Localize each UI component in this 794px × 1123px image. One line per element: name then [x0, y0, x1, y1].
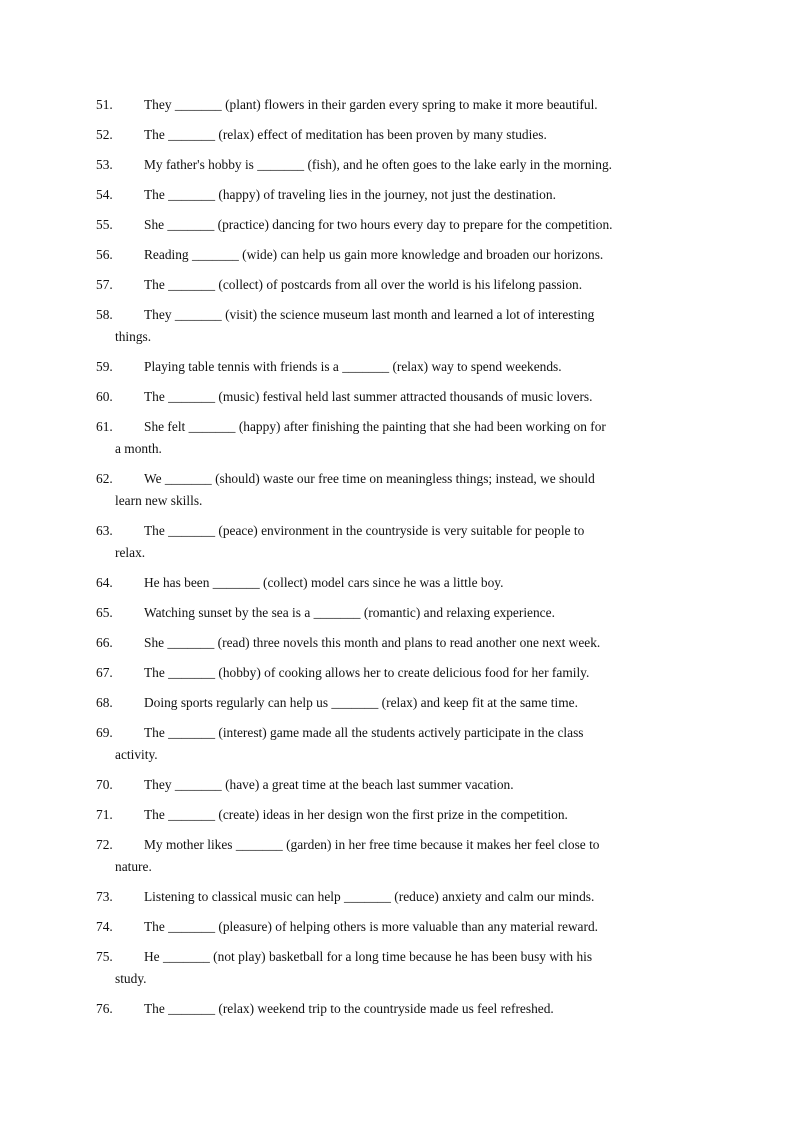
exercise-item — [96, 416, 696, 468]
exercise-sentence: The _______ (create) ideas in her design won the first prize in the competition. — [144, 807, 568, 822]
exercise-item — [96, 244, 696, 274]
exercise-number: 63. — [96, 523, 113, 538]
exercise-item — [96, 774, 696, 804]
exercise-item — [96, 692, 696, 722]
exercise-number: 54. — [96, 187, 113, 202]
exercise-item — [96, 998, 696, 1028]
exercise-sentence: The _______ (music) festival held last summer attracted thousands of music lovers. — [144, 389, 593, 404]
exercise-sentence: They _______ (have) a great time at the beach last summer vacation. — [144, 777, 514, 792]
exercise-sentence: My mother likes _______ (garden) in her free time because it makes her feel close to — [144, 837, 600, 852]
exercise-number: 71. — [96, 807, 113, 822]
exercise-sentence: Listening to classical music can help _______ (reduce) anxiety and calm our minds. — [144, 889, 595, 904]
exercise-sentence: My father's hobby is _______ (fish), and he often goes to the lake early in the morning. — [144, 157, 613, 172]
exercise-sentence: The _______ (interest) game made all the students actively participate in the class — [144, 725, 584, 740]
exercise-sentence: The _______ (relax) weekend trip to the countryside made us feel refreshed. — [144, 1001, 554, 1016]
exercise-item — [96, 214, 696, 244]
exercise-sentence: Playing table tennis with friends is a _______ (relax) way to spend weekends. — [144, 359, 562, 374]
exercise-sentence: Watching sunset by the sea is a _______ (romantic) and relaxing experience. — [144, 605, 555, 620]
exercise-number: 58. — [96, 307, 113, 322]
exercise-number: 52. — [96, 127, 113, 142]
exercise-number: 51. — [96, 97, 113, 112]
exercise-item — [96, 662, 696, 692]
exercise-number: 60. — [96, 389, 113, 404]
exercise-item — [96, 184, 696, 214]
exercise-number: 69. — [96, 725, 113, 740]
exercise-item — [96, 602, 696, 632]
exercise-number: 74. — [96, 919, 113, 934]
exercise-number: 75. — [96, 949, 113, 964]
exercise-item — [96, 274, 696, 304]
exercise-sentence-continuation: things. — [115, 329, 152, 344]
exercise-item — [96, 722, 696, 774]
exercise-sentence: The _______ (peace) environment in the countryside is very suitable for people to — [144, 523, 585, 538]
exercise-item — [96, 886, 696, 916]
exercise-sentence: She _______ (practice) dancing for two hours every day to prepare for the competition. — [144, 217, 613, 232]
exercise-item — [96, 154, 696, 184]
exercise-sentence: The _______ (hobby) of cooking allows her to create delicious food for her family. — [144, 665, 590, 680]
exercise-item — [96, 124, 696, 154]
exercise-number: 68. — [96, 695, 113, 710]
exercise-sentence: Reading _______ (wide) can help us gain more knowledge and broaden our horizons. — [144, 247, 604, 262]
exercise-item — [96, 804, 696, 834]
exercise-item — [96, 356, 696, 386]
exercise-sentence: The _______ (collect) of postcards from all over the world is his lifelong passion. — [144, 277, 583, 292]
exercise-sentence-continuation: relax. — [115, 545, 146, 560]
exercise-number: 66. — [96, 635, 113, 650]
exercise-number: 67. — [96, 665, 113, 680]
exercise-sentence-continuation: learn new skills. — [115, 493, 203, 508]
exercise-item — [96, 572, 696, 602]
exercise-item — [96, 632, 696, 662]
exercise-number: 73. — [96, 889, 113, 904]
exercise-sentence-continuation: nature. — [115, 859, 152, 874]
exercise-sentence: He _______ (not play) basketball for a long time because he has been busy with his — [144, 949, 593, 964]
exercise-number: 65. — [96, 605, 113, 620]
exercise-item — [96, 946, 696, 998]
exercise-sentence: The _______ (pleasure) of helping others is more valuable than any material reward. — [144, 919, 599, 934]
exercise-item — [96, 916, 696, 946]
exercise-sentence: She felt _______ (happy) after finishing the painting that she had been working on for — [144, 419, 606, 434]
exercise-sentence: They _______ (visit) the science museum last month and learned a lot of interesting — [144, 307, 595, 322]
exercise-sentence: The _______ (relax) effect of meditation has been proven by many studies. — [144, 127, 547, 142]
exercise-number: 62. — [96, 471, 113, 486]
exercise-sentence: They _______ (plant) flowers in their garden every spring to make it more beautiful. — [144, 97, 598, 112]
exercise-number: 64. — [96, 575, 113, 590]
exercise-sentence: The _______ (happy) of traveling lies in the journey, not just the destination. — [144, 187, 556, 202]
exercise-number: 56. — [96, 247, 113, 262]
exercise-item — [96, 386, 696, 416]
exercise-sentence-continuation: a month. — [115, 441, 162, 456]
exercise-sentence: He has been _______ (collect) model cars since he was a little boy. — [144, 575, 504, 590]
exercise-number: 57. — [96, 277, 113, 292]
exercise-sentence-continuation: activity. — [115, 747, 158, 762]
exercise-number: 70. — [96, 777, 113, 792]
exercise-list — [96, 94, 696, 1028]
exercise-number: 53. — [96, 157, 113, 172]
exercise-item — [96, 468, 696, 520]
exercise-number: 72. — [96, 837, 113, 852]
exercise-sentence: We _______ (should) waste our free time on meaningless things; instead, we should — [144, 471, 595, 486]
exercise-item — [96, 834, 696, 886]
exercise-sentence: She _______ (read) three novels this month and plans to read another one next week. — [144, 635, 601, 650]
exercise-sentence: Doing sports regularly can help us _______ (relax) and keep fit at the same time. — [144, 695, 578, 710]
exercise-item — [96, 304, 696, 356]
exercise-number: 61. — [96, 419, 113, 434]
exercise-item — [96, 94, 696, 124]
exercise-number: 76. — [96, 1001, 113, 1016]
exercise-item — [96, 520, 696, 572]
exercise-sentence-continuation: study. — [115, 971, 147, 986]
exercise-number: 59. — [96, 359, 113, 374]
exercise-number: 55. — [96, 217, 113, 232]
